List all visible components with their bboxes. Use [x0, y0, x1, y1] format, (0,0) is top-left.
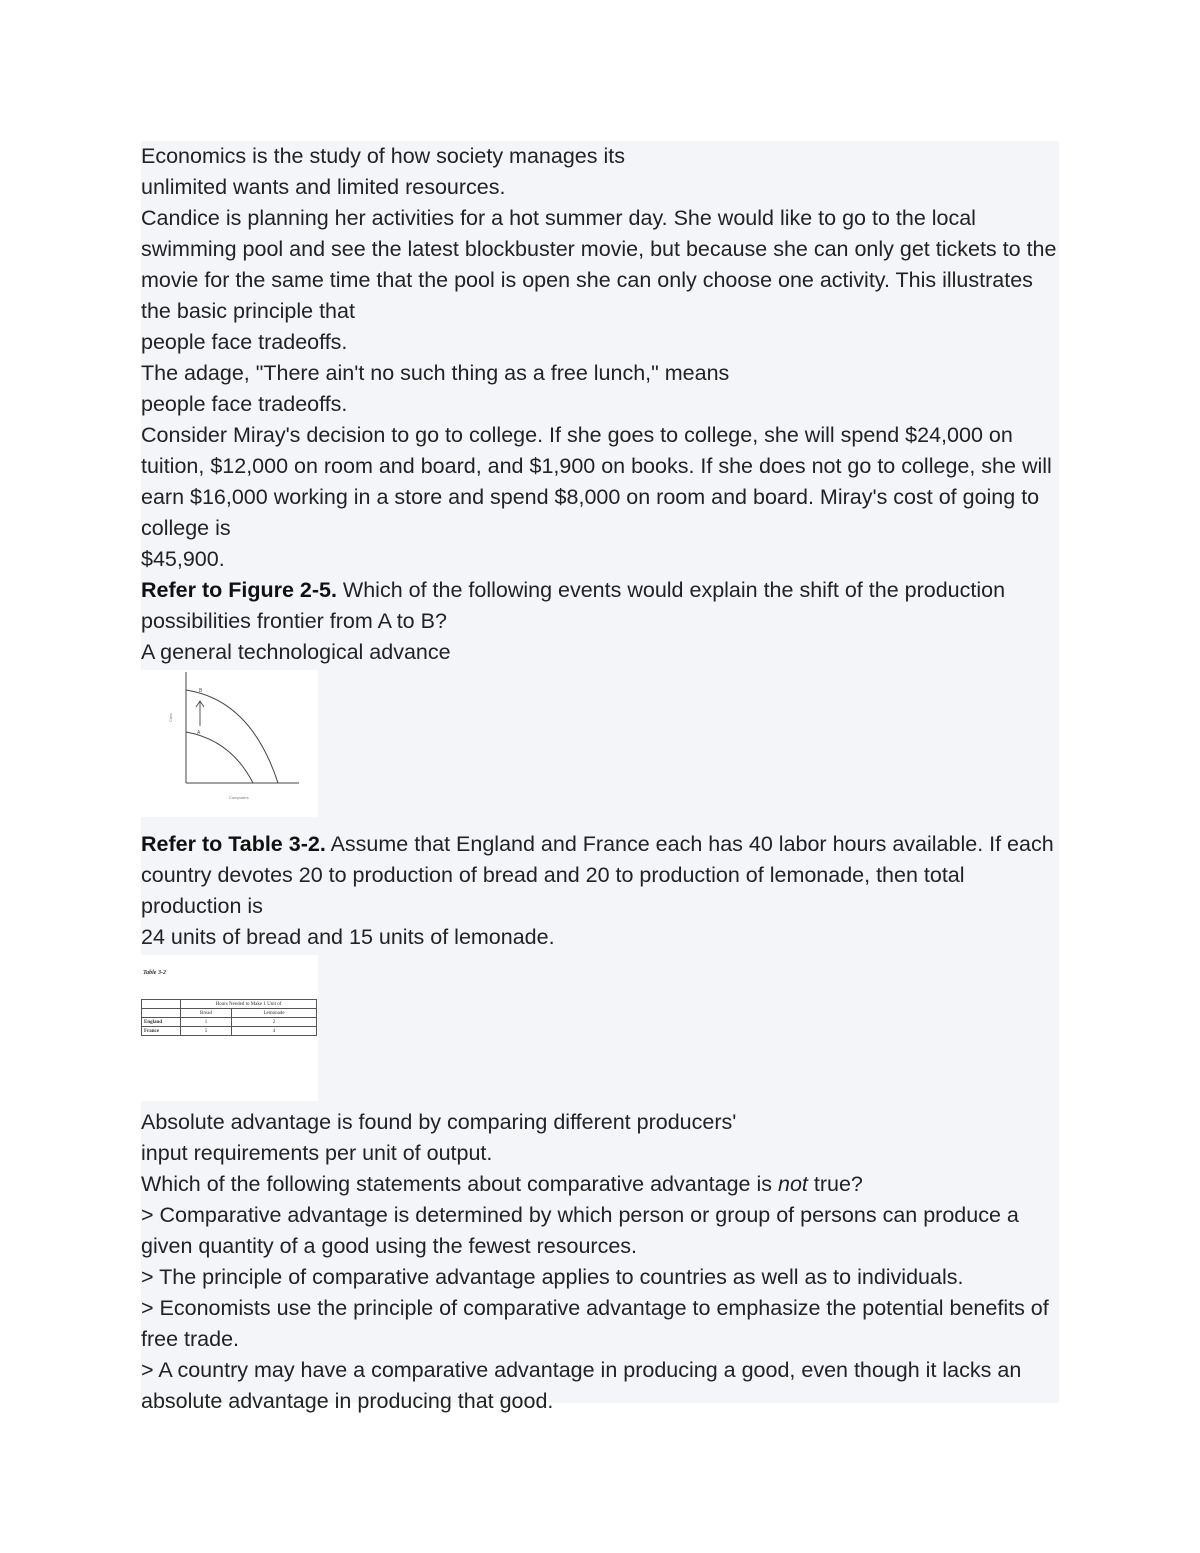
table-row	[142, 1027, 317, 1036]
table-title: Table 3-2	[143, 970, 166, 976]
paragraph: people face tradeoffs.	[141, 392, 348, 416]
document-body	[141, 141, 1059, 1413]
paragraph-text: Assume that England and France each has 40 labor hours available. If each country devotes 20 to production of bread and 20 to production of lemonade, then total production is	[141, 832, 1054, 918]
answer-option: > Economists use the principle of comparative advantage to emphasize the potential benefits of free trade.	[141, 1296, 1049, 1351]
table-col-header: Lemonade	[232, 1009, 317, 1018]
y-axis-label: Cars	[168, 713, 173, 722]
table-cell: 2	[232, 1018, 317, 1027]
paragraph-text: true?	[807, 1172, 863, 1196]
table-cell: 4	[232, 1027, 317, 1036]
paragraph: 24 units of bread and 15 units of lemonade.	[141, 925, 555, 949]
paragraph: A general technological advance	[141, 640, 451, 664]
paragraph: unlimited wants and limited resources.	[141, 175, 506, 199]
answer-option: > The principle of comparative advantage applies to countries as well as to individuals.	[141, 1265, 964, 1289]
table-cell: England	[142, 1018, 181, 1027]
paragraph: Candice is planning her activities for a hot summer day. She would like to go to the local swimming pool and see the latest blockbuster movie, but because she can only get tickets to the movie for the same time that the pool is open she can only choose one activity. This illustrates the basic principle that	[141, 206, 1057, 323]
table-header-group: Hours Needed to Make 1 Unit of	[181, 1000, 317, 1009]
paragraph: input requirements per unit of output.	[141, 1141, 493, 1165]
table-cell: France	[142, 1027, 181, 1036]
paragraph-text: Which of the following events would explain the shift of the production possibilities frontier from A to B?	[141, 578, 1006, 633]
label-a: A	[197, 730, 201, 736]
label-b: B	[199, 688, 203, 694]
paragraph: Consider Miray's decision to go to college. If she goes to college, she will spend $24,000 on tuition, $12,000 on room and board, and $1,900 on books. If she does not go to college, she will earn $16,000 working in a store and spend $8,000 on room and board. Miray's cost of going to college is	[141, 423, 1052, 540]
bold-reference: Refer to Table 3-2.	[141, 832, 326, 856]
paragraph: $45,900.	[141, 547, 225, 571]
table-col-header: Bread	[181, 1009, 232, 1018]
table-cell: 5	[181, 1027, 232, 1036]
answer-option: > A country may have a comparative advantage in producing a good, even though it lacks an absolute advantage in producing that good.	[141, 1358, 1022, 1413]
paragraph	[141, 829, 1059, 922]
table-3-2-image	[141, 955, 318, 1101]
ppf-diagram	[141, 670, 318, 817]
paragraph: Economics is the study of how society manages its	[141, 144, 625, 168]
table-corner	[142, 1000, 181, 1009]
x-axis-label: Computers	[229, 795, 249, 800]
paragraph: people face tradeoffs.	[141, 330, 348, 354]
paragraph	[141, 1169, 1059, 1200]
answer-option: > Comparative advantage is determined by which person or group of persons can produce a given quantity of a good using the fewest resources.	[141, 1203, 1019, 1258]
table-row	[142, 1018, 317, 1027]
paragraph: Absolute advantage is found by comparing different producers'	[141, 1110, 737, 1134]
bold-reference: Refer to Figure 2-5.	[141, 578, 337, 602]
labor-hours-table	[141, 999, 317, 1036]
table-cell: 1	[181, 1018, 232, 1027]
paragraph: The adage, "There ain't no such thing as a free lunch," means	[141, 361, 730, 385]
emphasis-text: not	[778, 1172, 808, 1196]
figure-2-5-image	[141, 670, 318, 817]
paragraph	[141, 575, 1059, 637]
ppf-curve-a	[186, 732, 253, 783]
paragraph-text: Which of the following statements about comparative advantage is	[141, 1172, 778, 1196]
table-corner	[142, 1009, 181, 1018]
spacer	[141, 817, 1059, 829]
